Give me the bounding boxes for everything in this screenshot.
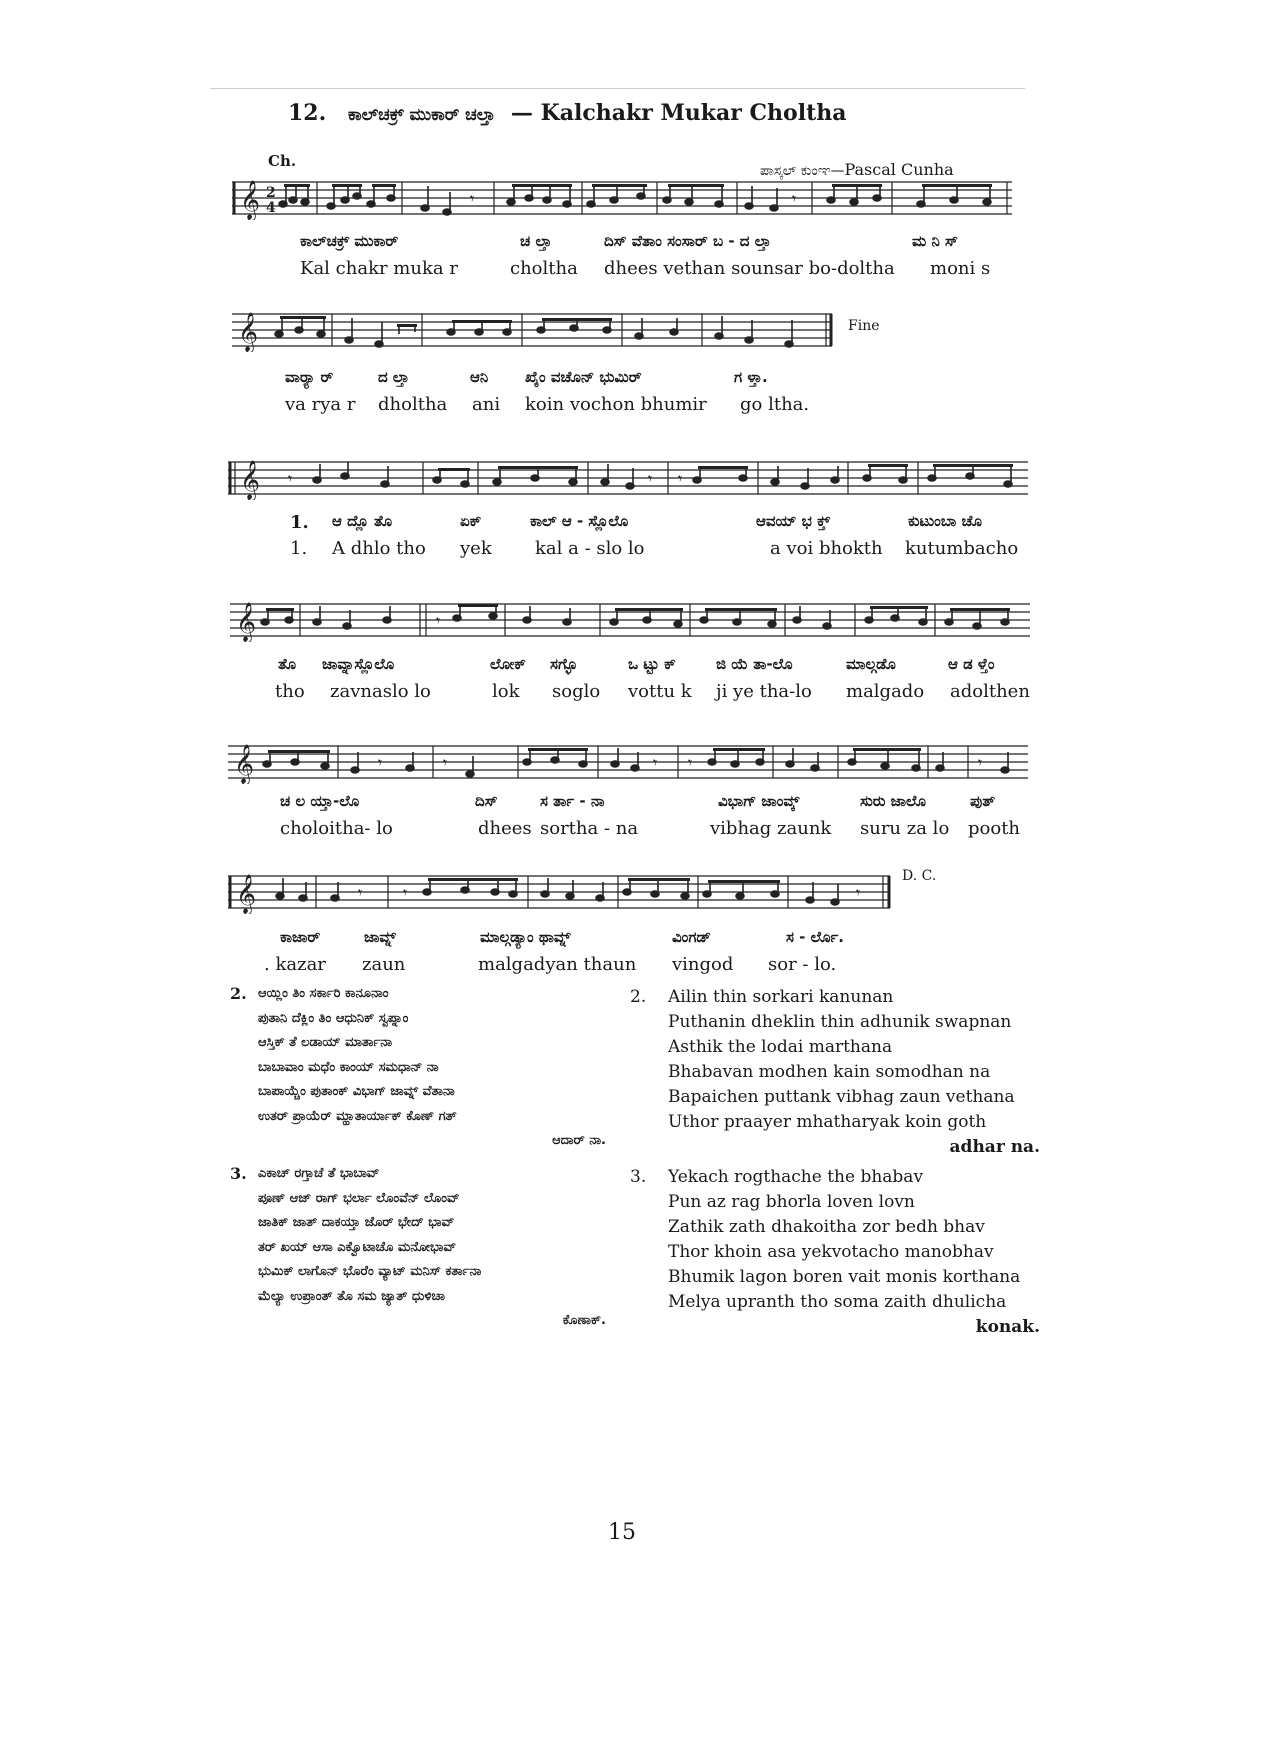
svg-text:𝄾: 𝄾: [378, 753, 383, 772]
lyric-kannada: ಕಾಲ್ ಆ - ಸ್ಲೊಲೊ: [530, 512, 629, 530]
svg-text:𝄾: 𝄾: [792, 189, 797, 208]
verse-number: 1.: [290, 538, 308, 559]
verse-line: Uthor praayer mhatharyak koin goth: [668, 1112, 987, 1132]
verse-line: konak.: [975, 1317, 1040, 1337]
verse-line: ಭುಮಿಕ್ ಲಾಗೊನ್ ಭೊರೆಂ ವ್ಯಾಟ್ ಮನಿಸ್ ಕರ್ತಾನಾ: [258, 1264, 482, 1279]
verse-2-english: [630, 985, 1040, 1160]
svg-text:𝄾: 𝄾: [358, 883, 363, 902]
svg-text:𝄞: 𝄞: [236, 602, 257, 642]
lyric-kannada: ಏಕ್: [460, 512, 482, 530]
lyrics-system-2: [0, 368, 1275, 428]
lyric-kannada: ಮಾಲ್ಗಡ್ಯಾಂ ಥಾವ್ನ್: [480, 928, 571, 946]
lyric-english: . kazar: [264, 954, 326, 975]
verse-line: Pun az rag bhorla loven lovn: [668, 1192, 915, 1212]
dc-marker: D. C.: [902, 868, 937, 884]
verse-line: Asthik the lodai marthana: [668, 1037, 893, 1057]
lyric-english: sor - lo.: [768, 954, 837, 975]
lyric-kannada: ವಿಂಗಡ್: [672, 928, 711, 946]
lyric-english: vibhag zaunk: [710, 818, 832, 839]
svg-text:𝄾: 𝄾: [978, 753, 983, 772]
staff-notation: [228, 872, 898, 914]
lyric-english: ji ye tha-lo: [716, 681, 812, 702]
lyric-english: choltha: [510, 258, 578, 279]
lyric-kannada: ದಿಸ್ ವೆತಾಂ ಸಂಸಾರ್ ಬ - ದ ಲ್ತಾ: [604, 232, 771, 250]
lyric-english: zaun: [362, 954, 406, 975]
fine-marker: Fine: [848, 318, 880, 334]
verse-line: ಎಕಾಚ್ ರಗ್ತಾಚೆ ತೆ ಭಾಬಾವ್: [258, 1166, 380, 1181]
lyric-kannada: ದಿಸ್: [475, 792, 498, 810]
verse-line: Zathik zath dhakoitha zor bedh bhav: [668, 1217, 985, 1237]
svg-text:𝄾: 𝄾: [436, 611, 441, 630]
lyric-english: vottu k: [628, 681, 692, 702]
lyrics-system-3: [0, 512, 1275, 572]
svg-text:𝄾: 𝄾: [470, 189, 475, 208]
verse-line: ಮೆಲ್ಯಾ ಉಪ್ರಾಂತ್ ತೊ ಸಮ ಜ್ಯಾತ್ ಧುಳಿಚಾ: [258, 1288, 445, 1304]
verse-3-kannada: [230, 1162, 606, 1334]
lyric-kannada: ಲೋಕ್: [490, 655, 526, 673]
lyric-english: lok: [492, 681, 520, 702]
lyric-english: kutumbacho: [905, 538, 1019, 559]
lyric-english: a voi bhokth: [770, 538, 883, 559]
lyrics-system-1: [0, 232, 1275, 292]
top-rule: [210, 88, 1025, 89]
verse-number: 3.: [630, 1167, 647, 1187]
svg-text:𝄞: 𝄞: [240, 460, 261, 500]
verse-line: ಜಾತಿಕ್ ಜಾತ್ ದಾಕಯ್ತಾ ಜೊರ್ ಭೇದ್ ಭಾವ್: [258, 1215, 455, 1230]
lyric-english: dholtha: [378, 394, 448, 415]
verse-line: ಪುತಾನಿ ದೆಕ್ಲಿಂ ತಿಂ ಆಧುನಿಕ್ ಸ್ವಪ್ನಾಂ: [258, 1010, 409, 1026]
svg-text:2: 2: [266, 185, 276, 201]
lyric-kannada: ಸ - ರ್ಲೊ.: [786, 928, 844, 946]
lyric-kannada: ಗ ಳ್ತಾ.: [734, 368, 768, 386]
song-title: [288, 100, 847, 126]
lyric-kannada: ಆ ಡ ಳ್ತೆಂ: [948, 655, 995, 673]
svg-text:𝄾: 𝄾: [443, 753, 448, 772]
lyrics-system-4: [0, 655, 1275, 715]
lyric-english: dhees vethan sounsar bo-doltha: [604, 258, 895, 279]
lyric-kannada: ತೊ: [278, 655, 297, 673]
music-staff-3: [228, 458, 1028, 498]
verse-number: 3.: [230, 1164, 247, 1183]
verse-line: ಕೊಣಾಕ್.: [562, 1313, 606, 1328]
chorus-marker: Ch.: [268, 152, 297, 170]
lyric-english: go ltha.: [740, 394, 810, 415]
lyric-kannada: ದ ಲ್ತಾ: [378, 368, 410, 386]
verse-line: ಆದಾರ್ ನಾ.: [552, 1133, 606, 1148]
svg-text:𝄾: 𝄾: [653, 753, 658, 772]
lyric-english: va rya r: [285, 394, 356, 415]
svg-text:4: 4: [266, 200, 276, 216]
music-staff-4: [230, 600, 1030, 640]
lyric-english: dhees: [478, 818, 532, 839]
verse-number: 2.: [230, 984, 247, 1003]
lyric-english: tho: [275, 681, 305, 702]
verse-line: ಆಸ್ತಿಕ್ ತೆ ಲಡಾಯ್ ಮಾರ್ತಾನಾ: [258, 1035, 393, 1050]
music-staff-2: [232, 310, 842, 350]
lyrics-system-6: [0, 928, 1275, 988]
lyric-english: Kal chakr muka r: [300, 258, 458, 279]
lyric-kannada: ಆನಿ: [470, 368, 489, 386]
svg-text:𝄾: 𝄾: [648, 469, 653, 488]
verse-number: 1.: [290, 512, 309, 533]
lyric-kannada: ಚ ಲ್ತಾ: [520, 232, 552, 250]
verse-number: 2.: [630, 987, 647, 1007]
lyric-english: pooth: [968, 818, 1021, 839]
lyric-kannada: ಕಾಲ್‌ಚಕ್ರ್ ಮುಕಾರ್: [300, 232, 399, 250]
verse-2-kannada: [230, 982, 606, 1154]
song-title-kannada: ಕಾಲ್‌ಚಕ್ರ್ ಮುಕಾರ್ ಚಲ್ತಾ: [347, 105, 496, 125]
verse-line: ಬಾಪಾಯ್ಚೆಂ ಪುತಾಂಕ್ ವಿಭಾಗ್ ಜಾವ್ನ್ ವೆತಾನಾ: [258, 1084, 455, 1099]
lyric-english: vingod: [672, 954, 734, 975]
verse-line: adhar na.: [949, 1137, 1040, 1157]
lyric-english: malgado: [846, 681, 925, 702]
svg-text:𝄾: 𝄾: [403, 883, 408, 902]
svg-text:𝄞: 𝄞: [240, 180, 261, 220]
verse-line: ಪೂಣ್ ಆಜ್ ರಾಗ್ ಭರ್ಲಾ ಲೊಂವೆನ್ ಲೊಂವ್: [258, 1190, 460, 1206]
verse-3-english: [630, 1165, 1040, 1340]
verse-line: Bapaichen puttank vibhag zaun vethana: [668, 1087, 1015, 1107]
lyric-kannada: ಕುಟುಂಬಾ ಚೊ: [908, 512, 982, 530]
staff-notation: [228, 458, 1028, 500]
lyric-kannada: ಸ ರ್ತಾ - ನಾ: [540, 792, 605, 810]
verse-line: ಆಯ್ಲಿಂ ತಿಂ ಸರ್ಕಾರಿ ಕಾನೂನಾಂ: [258, 986, 389, 1001]
lyric-english: yek: [460, 538, 492, 559]
verse-line: ಉತರ್ ಪ್ರಾಯೆರ್ ಮ್ಹಾತಾರ್ಯಾಕ್ ಕೊಣ್ ಗತ್: [258, 1108, 457, 1124]
song-number: 12.: [288, 100, 327, 126]
svg-text:𝄞: 𝄞: [238, 312, 259, 352]
lyric-kannada: ಮಾಲ್ಗಡೊ: [846, 655, 896, 673]
staff-notation: [230, 600, 1030, 642]
verse-line: ಬಾಬಾವಾಂ ಮಧೆಂ ಕಾಂಯ್ ಸಮಧಾನ್ ನಾ: [258, 1059, 439, 1075]
lyric-kannada: ಪುತ್: [970, 792, 996, 810]
lyric-kannada: ಆ ದ್ಲೊ ತೊ: [332, 512, 393, 530]
lyric-kannada: ಆವಯ್ ಭ ಕ್ತ್: [756, 512, 831, 530]
verse-line: Puthanin dheklin thin adhunik swapnan: [668, 1012, 1012, 1032]
lyric-kannada: ಜಿ ಯೆ ತಾ-ಲೊ: [716, 655, 793, 673]
svg-text:𝄾: 𝄾: [856, 883, 861, 902]
verse-line: Melya upranth tho soma zaith dhulicha: [668, 1292, 1007, 1312]
music-staff-1: [232, 178, 1012, 218]
lyric-kannada: ವಾರ್‍ಯಾ ರ್: [285, 368, 334, 386]
verse-line: Yekach rogthache the bhabav: [668, 1167, 924, 1187]
music-staff-6: [228, 872, 898, 912]
lyric-english: sortha - na: [540, 818, 639, 839]
svg-text:𝄾: 𝄾: [288, 469, 293, 488]
lyric-english: koin vochon bhumir: [525, 394, 707, 415]
lyric-english: malgadyan thaun: [478, 954, 637, 975]
verse-line: Bhabavan modhen kain somodhan na: [668, 1062, 991, 1082]
lyric-english: moni s: [930, 258, 991, 279]
lyric-kannada: ಚ ಲ ಯ್ತಾ-ಲೊ: [280, 792, 360, 810]
lyric-english: zavnaslo lo: [330, 681, 431, 702]
staff-notation: [232, 310, 842, 352]
lyric-english: kal a - slo lo: [535, 538, 645, 559]
composer-kannada: ಪಾಸ್ಕಲ್ ಕುಂಞ—: [760, 163, 845, 179]
composer-english: Pascal Cunha: [844, 160, 954, 179]
lyric-kannada: ಜಾವ್ನ್: [364, 928, 396, 946]
page-number: 15: [608, 1520, 636, 1545]
lyric-english: soglo: [552, 681, 601, 702]
verse-line: Ailin thin sorkari kanunan: [668, 987, 894, 1007]
verse-line: ತರ್ ಖಯ್ ಆಸಾ ಎಕ್ವೊಟಾಚೊ ಮನೋಭಾವ್: [258, 1239, 457, 1255]
lyrics-system-5: [0, 792, 1275, 852]
composer-credit: [760, 160, 954, 179]
lyric-kannada: ಸಗ್ಳೊ: [550, 655, 578, 673]
lyric-kannada: ಕಾಜಾರ್: [280, 928, 321, 946]
svg-text:𝄾: 𝄾: [678, 469, 683, 488]
staff-notation: [232, 178, 1012, 220]
lyric-kannada: ವಿಭಾಗ್ ಜಾಂವ್ಕ್: [718, 792, 800, 810]
lyric-kannada: ಸುರು ಜಾಲೊ: [860, 792, 926, 810]
lyric-english: suru za lo: [860, 818, 950, 839]
lyric-kannada: ಜಾವ್ನಾಸ್ಲೊಲೊ: [322, 655, 395, 673]
verse-line: Thor khoin asa yekvotacho manobhav: [668, 1242, 994, 1262]
lyric-kannada: ಖೈಂ ವಚೊನ್ ಭುಮಿರ್: [525, 368, 642, 386]
lyric-kannada: ಒ ಟ್ಟು ಕ್: [628, 655, 676, 673]
lyric-english: choloitha- lo: [280, 818, 393, 839]
music-staff-5: [228, 742, 1028, 782]
svg-text:𝄞: 𝄞: [236, 874, 257, 914]
lyric-english: adolthen: [950, 681, 1030, 702]
verse-line: Bhumik lagon boren vait monis korthana: [668, 1267, 1021, 1287]
svg-text:𝄞: 𝄞: [234, 744, 255, 784]
staff-notation: [228, 742, 1028, 784]
lyric-kannada: ಮ ನಿ ಸ್: [912, 232, 958, 250]
lyric-english: A dhlo tho: [332, 538, 426, 559]
song-title-english: — Kalchakr Mukar Choltha: [510, 100, 847, 126]
lyric-english: ani: [472, 394, 501, 415]
svg-text:𝄾: 𝄾: [688, 753, 693, 772]
